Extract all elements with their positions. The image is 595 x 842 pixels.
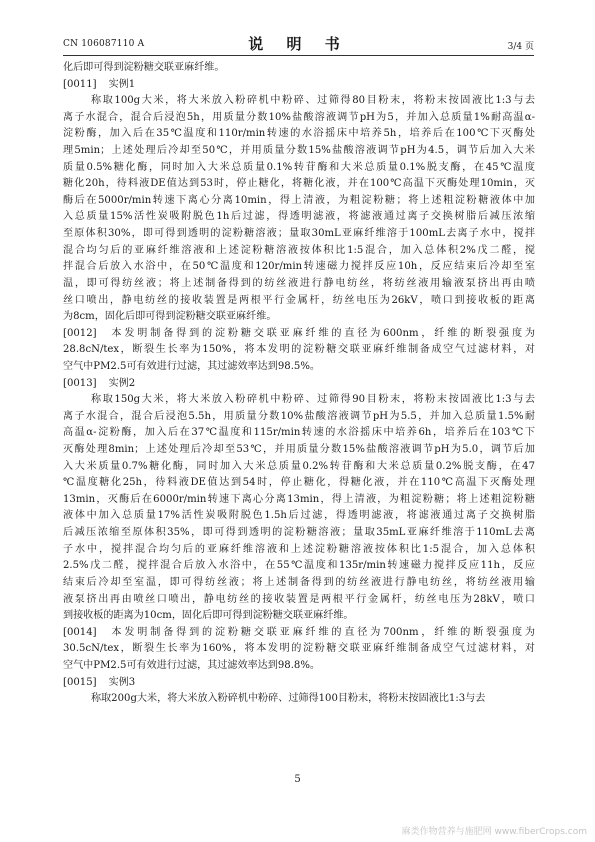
text-line: 空气中PM2.5可有效进行过滤，其过滤效率达到98.8%。 [63,659,321,671]
text-line: 空气中PM2.5可有效进行过滤，其过滤效率达到98.5%。 [63,360,321,372]
text-line: 子水中，搅拌混合均匀后的亚麻纤维溶液和上述淀粉糖溶液按体积比1:5混合，加入总体积 [63,543,535,555]
text-line: 高温α-淀粉酶，加入后在37℃温度和115r/min转速的水浴摇床中培养6h，培养后在103℃下 [63,427,535,439]
paragraph-heading [63,376,535,393]
text-line: 丝口喷出，静电纺丝的接收装置是两根平行金属杆，纺丝电压为26kV，喷口到接收板的距离 [63,294,535,306]
text-line: 灭酶处理8min；上述处理后冷却至53℃，并用质量分数15%盐酸溶液调节pH为5.0，调节后加 [63,444,535,456]
paragraph-heading [63,675,535,692]
text-line: 糖化20h，待料液DE值达到53时，停止糖化，将糖化液，并在100℃高温下灭酶处理10min，灭 [63,178,535,190]
text-line: 酶后在5000r/min转速下离心分离10min，得上清液，为粗淀粉糖；将上述粗淀粉糖液体中加 [63,194,535,206]
text-line: 液泵挤出再由喷丝口喷出，静电纺丝的接收装置是两根平行金属杆，纺丝电压为28kV，喷口 [63,593,535,605]
text-line: 30.5cN/tex，断裂生长率为160%，将本发明的淀粉糖交联亚麻纤维制备成空气过滤材料，对 [63,643,535,655]
paragraph-text: 本发明制备得到的淀粉糖交联亚麻纤维的直径为600nm，纤维的断裂强度为 [108,327,535,339]
text-line: 离子水混合，混合后浸泡5h，用质量分数10%盐酸溶液调节pH为5，并加入总质量1%耐高温α- [63,111,535,123]
document-body [63,60,535,708]
paragraph-number: [0012] [63,327,97,339]
paragraph-number: [0014] [63,626,97,638]
example-heading: 实例1 [108,78,136,90]
header-rule [63,55,534,56]
text-line: 称取150g大米，将大米放入粉碎机中粉碎、过筛得90目粉末，将粉末按固液比1:3与去 [91,394,535,406]
text-line: 称取100g大米，将大米放入粉碎机中粉碎、过筛得80目粉末，将粉末按固液比1:3与去 [91,95,535,107]
text-line: 拌混合后放入水浴中，在50℃温度和120r/min转速磁力搅拌反应10h，反应结束后冷却至室 [63,261,535,273]
text-line: 温，即可得纺丝液；将上述制备得到的纺丝液进行静电纺丝，将纺丝液用输液泵挤出再由喷 [63,277,535,289]
text-line: 质量0.5%糖化酶，同时加入大米总质量0.1%转苷酶和大米总质量0.1%脱支酶，在45℃温度 [63,161,535,173]
text-line: 28.8cN/tex，断裂生长率为150%，将本发明的淀粉糖交联亚麻纤维制备成空气过滤材料，对 [63,344,535,356]
text-line: 理5min；上述处理后冷却至50℃，并用质量分数15%盐酸溶液调节pH为4.5，调节后加入大米 [63,145,535,157]
page-number: 5 [294,774,301,785]
site-watermark: 麻类作物营养与施肥网 www.fiberCrops.com [401,827,587,837]
paragraph-number: [0011] [63,78,97,90]
paragraph-heading [63,77,535,94]
text-line: 化后即可得到淀粉糖交联亚麻纤维。 [63,62,225,73]
text-line: 至原体积30%，即可得到透明的淀粉糖溶液；量取30mL亚麻纤维溶于100mL去离子水中，搅拌 [63,228,535,240]
text-line: 淀粉酶，加入后在35℃温度和110r/min转速的水浴摇床中培养5h，培养后在100℃下灭酶处 [63,128,535,140]
text-line: ℃温度糖化25h，待料液DE值达到54时，停止糖化，得糖化液，并在110℃高温下灭酶处理 [63,477,535,489]
paragraph-number: [0015] [63,676,97,688]
text-line: 到接收板的距离为10cm，固化后即可得到淀粉糖交联亚麻纤维。 [63,610,354,622]
patent-number: CN 106087110 A [63,39,145,49]
text-line [63,625,535,642]
text-line: 离子水混合，混合后浸泡5.5h，用质量分数10%盐酸溶液调节pH为5.5，并加入总质量1.5%耐 [63,410,535,422]
text-line: 为8cm，固化后即可得到淀粉糖交联亚麻纤维。 [63,311,277,323]
text-line: 13min，灭酶后在6000r/min转速下离心分离13min，得上清液，为粗淀粉糖；将上述粗淀粉糖 [63,493,535,505]
page-indicator: 3/4 页 [507,42,534,52]
text-line: 混合均匀后的亚麻纤维溶液和上述淀粉糖溶液按体积比1:5混合，加入总体积2%戊二醛，搅 [63,244,535,256]
text-line: 入总质量15%活性炭吸附脱色1h后过滤，得透明滤液，将滤液通过离子交换树脂后减压浓缩 [63,211,535,223]
example-heading: 实例3 [108,676,136,688]
text-line: 后减压浓缩至原体积35%，即可得到透明的淀粉糖溶液；量取35mL亚麻纤维溶于110mL去离 [63,527,535,539]
text-line: 入大米质量0.7%糖化酶，同时加入大米总质量0.2%转苷酶和大米总质量0.2%脱支酶，在47 [63,460,535,472]
paragraph-text: 本发明制备得到的淀粉糖交联亚麻纤维的直径为700nm，纤维的断裂强度为 [108,626,535,638]
text-line: 称取200g大米，将大米放入粉碎机中粉碎、过筛得100目粉末，将粉末按固液比1:3与去 [91,693,486,705]
text-line: 液体中加入总质量17%活性炭吸附脱色1.5h后过滤，得透明滤液，将滤液通过离子交换树脂 [63,510,535,522]
paragraph-number: [0013] [63,377,97,389]
text-line: 2.5%戊二醛，搅拌混合后放入水浴中，在55℃温度和135r/min转速磁力搅拌反应11h，反应 [63,560,535,572]
text-line: 结束后冷却至室温，即可得纺丝液；将上述制备得到的纺丝液进行静电纺丝，将纺丝液用输 [63,576,535,588]
document-title: 说 明 书 [248,35,349,53]
text-line [63,326,535,343]
example-heading: 实例2 [108,377,136,389]
page-header [63,33,534,53]
